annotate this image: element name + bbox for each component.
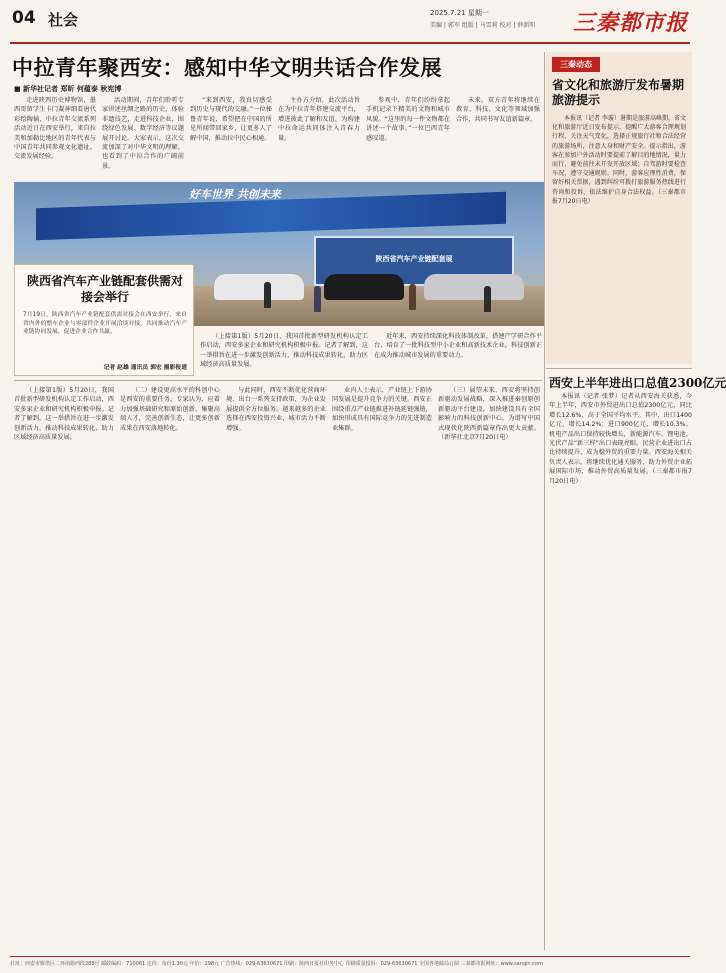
lower-column-3	[226, 386, 326, 950]
visitor-figure	[264, 282, 271, 308]
page-footer: 社址：西安市雁塔区二环南路西段288号 邮政编码：710061 定价：每份1.30元 年价：298元 广告热线：029-63630671 印刷：陕西日报社印务中心 印刷质量投诉：029-63630671 全国各地邮局订阅 三秦都市报网址：www.sanqin.com	[10, 956, 690, 970]
paragraph: （上接第1版）5月20日，我国首批新型研发机构认定工作启动，西安多家企业和研究机构积极申报。记者了解到，这一举措旨在进一步激发创新活力，推动科技成果转化，助力区域经济高质量发展。	[200, 333, 368, 369]
caption-body: 7月19日，陕西省汽车产业链配套供需对接会在西安举行，来自省内外的整车企业与零部件企业开展洽谈对接，共同推动汽车产业链协同发展，促进企业合作共赢。	[23, 312, 187, 336]
paragraph: 与此同时，西安不断优化营商环境，出台一系列支持政策，为企业发展提供全方位服务。越来越多的企业选择在西安投资兴业，城市活力不断增强。	[226, 387, 326, 432]
visitor-figure	[409, 284, 416, 310]
lead-column-5	[366, 96, 450, 178]
section-name: 社会	[48, 11, 79, 29]
byline: ■ 新华社记者 郑昕 何蕴泰 秋宪博	[14, 85, 122, 93]
panel-text: 陕西省汽车产业链配套展	[375, 255, 453, 263]
car-shape	[324, 274, 404, 300]
sidebar-divider	[546, 368, 692, 369]
masthead	[10, 4, 690, 44]
paragraph: 近年来，西安持续深化科技体制改革，搭建产学研合作平台，培育了一批科技型中小企业和高新技术企业。科技创新正在成为推动城市发展的重要动力。	[374, 333, 542, 359]
paragraph: （上接第1版）5月20日，我国首批新型研发机构认定工作启动，西安多家企业和研究机构积极申报。记者了解到，这一举措旨在进一步激发创新活力，推动科技成果转化，助力区域经济高质量发展。	[14, 387, 114, 442]
photo-side-column-2	[374, 332, 542, 376]
paragraph: （三）展望未来，西安将坚持创新驱动发展战略，深入推进秦创原创新驱动平台建设，加快建设具有全国影响力的科技创新中心，为谱写中国式现代化陕西新篇章作出更大贡献。（新华社北京7月20日电）	[438, 387, 540, 442]
lead-column-1	[14, 96, 96, 178]
publication-date: 2025.7.21 星期一	[430, 9, 489, 17]
sidebar-news	[546, 52, 692, 364]
lower-column-5	[438, 386, 540, 950]
car-shape	[424, 274, 524, 300]
paragraph: 走进陕西历史博物馆，墨西哥留学生卡门凝神细看唐代彩绘陶俑，中拉青年交流系列活动近日在西安举行，来自拉美和加勒比地区的青年代表与中国青年共同参观文化遗址、交流发展经验。	[14, 97, 96, 161]
story2-body	[549, 392, 692, 548]
paragraph: （二）建设更高水平的科创中心是西安的重要任务。专家认为，应着力加强基础研究和原始创新，集聚高端人才，完善创新生态，让更多创新成果在西安落地转化。	[120, 387, 220, 432]
sidebar-body	[552, 114, 686, 206]
car-shape	[214, 274, 304, 300]
newspaper-logo: 三秦都市报	[572, 10, 688, 36]
sidebar-tag: 三秦动态	[552, 57, 600, 72]
paragraph: “来到西安，我真切感受到历史与现代的交融。”一位秘鲁青年说，希望把在中国的所见所闻带回家乡，让更多人了解中国，推动拉中民心相通。	[190, 97, 272, 142]
story2-title: 西安上半年进出口总值2300亿元	[549, 376, 726, 390]
paragraph: 主办方介绍，此次活动旨在为中拉青年搭建交流平台，增进彼此了解和友谊，为构建中拉命运共同体注入青春力量。	[278, 97, 360, 142]
main-headline: 中拉青年聚西安：感知中华文明共话合作发展	[12, 55, 442, 80]
paragraph: 参观中，青年们纷纷拿起手机记录下精美的文物和城市风貌。“这里的每一件文物都在讲述一个故事。”一位巴西青年感叹道。	[366, 97, 450, 142]
paragraph: 活动期间，青年们聆听专家讲述丝绸之路的历史，体验非遗技艺，走进科技企业，围绕绿色发展、数字经济等议题展开讨论。大家表示，这次交流加深了对中华文明的理解，也看到了中拉合作的广阔前景。	[102, 97, 184, 170]
photo-caption-box	[14, 264, 194, 376]
section-divider	[14, 380, 542, 381]
lead-column-4	[278, 96, 360, 178]
sidebar-title: 省文化和旅游厅发布暑期旅游提示	[552, 78, 685, 107]
lower-column-2	[120, 386, 220, 950]
lead-column-2	[102, 96, 184, 178]
paragraph: 本报讯（记者 李璇）暑期是旅游高峰期，省文化和旅游厅近日发布提示，提醒广大游客合理规划行程，关注天气变化，选择正规旅行社和合法经营的旅游场所，注意人身和财产安全。提示指出，游客在参加户外活动时要提前了解目的地情况，量力而行，避免前往未开发开放区域；自驾游时要检查车况，遵守交通规则。同时，游客应理性消费，保留好相关票据，遇到纠纷可拨打旅游服务热线进行咨询和投诉，依法维护自身合法权益。（三秦都市报7月20日电）	[552, 115, 686, 205]
paragraph: 业内人士表示，产业链上下游协同发展是提升竞争力的关键。西安正围绕重点产业链推进补链延链强链，加快形成具有国际竞争力的先进制造业集群。	[332, 387, 432, 432]
column-divider	[544, 52, 545, 950]
caption-title: 陕西省汽车产业链配套供需对接会举行	[26, 274, 183, 304]
visitor-figure	[314, 286, 321, 312]
photo-side-column-1	[200, 332, 368, 376]
photo-credit: 记者 赵雄 通讯员 郭宏 摄影报道	[103, 365, 187, 371]
editors-line: 美编 | 郭军 组版 | 马雪莉 校对 | 薛新明	[430, 22, 536, 29]
paragraph: 本报讯（记者 张梦）记者从西安海关获悉，今年上半年，西安市外贸进出口总值2300亿元，同比增长12.6%，高于全国平均水平。其中，出口1400亿元，增长14.2%；进口900亿元，增长10.3%。机电产品出口保持较快增长，新能源汽车、锂电池、光伏产品“新三样”出口表现亮眼。民营企业进出口占比持续提升，成为稳外贸的重要力量。西安海关相关负责人表示，将继续优化通关服务，助力外贸企业拓展国际市场，推动外贸高质量发展。（三秦都市报7月20日电）	[549, 393, 692, 485]
lower-column-1	[14, 386, 114, 950]
banner-slogan: 好车世界 共创未来	[189, 188, 281, 201]
lead-column-6	[456, 96, 540, 178]
page-number: 04	[12, 8, 36, 28]
visitor-figure	[484, 286, 491, 312]
paragraph: 未来，双方青年将继续在教育、科技、文化等领域加强合作，共同书写友谊新篇章。	[456, 97, 540, 123]
lead-column-3	[190, 96, 272, 178]
lower-column-4	[332, 386, 432, 950]
